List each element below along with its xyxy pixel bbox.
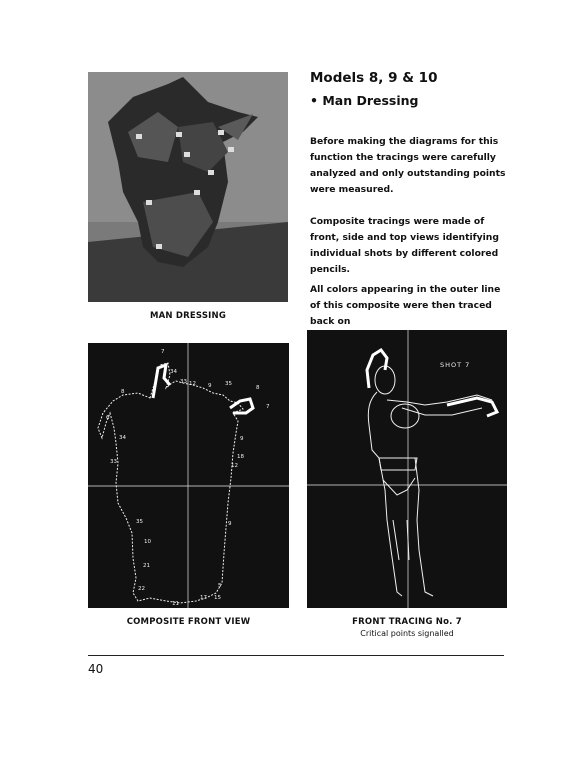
- composite-label: 8: [121, 389, 125, 395]
- composite-label: 6: [106, 415, 110, 421]
- shot-label: SHOT 7: [440, 361, 471, 369]
- composite-label: 10: [144, 539, 151, 545]
- composite-label: 34: [170, 369, 177, 375]
- composite-label: 22: [138, 586, 145, 592]
- photo-caption: MAN DRESSING: [149, 311, 227, 321]
- composite-label: 12: [231, 463, 238, 469]
- composite-label: 33: [110, 459, 117, 465]
- composite-label: 7: [266, 404, 270, 410]
- composite-label: 11: [172, 601, 179, 607]
- section-heading: [310, 70, 510, 108]
- composite-label: 15: [214, 595, 221, 601]
- composite-label: 21: [143, 563, 150, 569]
- man-dressing-photo: [88, 72, 288, 302]
- composite-label: 34: [119, 435, 126, 441]
- composite-label: 9: [228, 521, 232, 527]
- front-tracing-panel: [307, 330, 507, 608]
- composite-label: 33: [180, 379, 187, 385]
- paragraph-3: All colors appearing in the outer line of this composite were then traced back on: [310, 284, 501, 327]
- page-subtitle: • Man Dressing: [310, 93, 419, 108]
- composite-label: 17: [200, 595, 207, 601]
- paragraph-2: Composite tracings were made of front, side and top views identifying individual shots by different colored pencils.: [310, 216, 499, 275]
- paragraph-1: Before making the diagrams for this function the tracings were carefully analyzed and only outstanding points were measured.: [310, 136, 506, 195]
- tracing-subcaption: Critical points signalled: [360, 629, 454, 638]
- composite-label: 12: [189, 381, 196, 387]
- page-number: 40: [88, 662, 104, 676]
- composite-label: 7: [161, 349, 165, 355]
- composite-label: 35: [136, 519, 143, 525]
- tracing-caption: FRONT TRACING No. 7: [352, 617, 462, 627]
- composite-label: 8: [256, 385, 260, 391]
- composite-front-view: [88, 343, 289, 608]
- page-title: Models 8, 9 & 10: [310, 70, 438, 86]
- composite-label: 35: [225, 381, 232, 387]
- composite-label: 9: [240, 436, 244, 442]
- footer-divider: [88, 655, 504, 656]
- composite-label: 18: [237, 454, 244, 460]
- composite-caption: COMPOSITE FRONT VIEW: [126, 617, 251, 627]
- composite-label: 5: [218, 583, 222, 589]
- composite-label: 9: [208, 383, 212, 389]
